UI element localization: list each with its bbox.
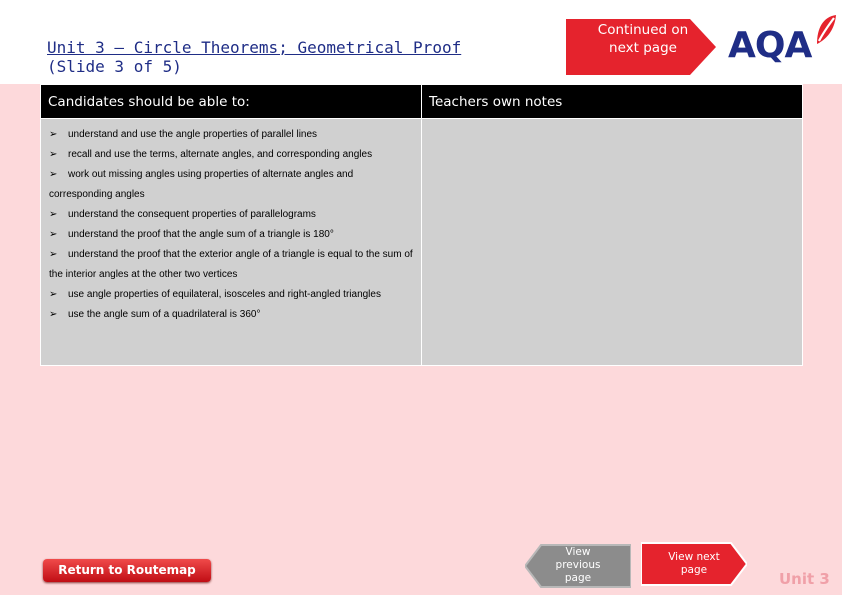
objective-text: recall and use the terms, alternate angles, and corresponding angles — [68, 149, 373, 160]
objective-text: understand the consequent properties of parallelograms — [68, 209, 316, 220]
objective-text: use the angle sum of a quadrilateral is 360° — [68, 309, 261, 320]
objectives-cell — [41, 119, 422, 366]
table-header-row — [41, 85, 803, 119]
col-header-teacher-notes: Teachers own notes — [422, 85, 803, 119]
aqa-leaf-icon — [815, 14, 837, 46]
title-link[interactable]: Unit 3 – Circle Theorems; Geometrical Proof — [47, 38, 462, 57]
view-next-page-button[interactable] — [641, 541, 747, 587]
arrow-bullet-icon: ➢ — [49, 289, 58, 300]
page-title — [47, 38, 461, 76]
arrow-bullet-icon: ➢ — [49, 249, 58, 260]
objectives-list — [49, 125, 413, 325]
slide-counter: (Slide 3 of 5) — [47, 57, 182, 76]
prev-label: View previous page — [555, 546, 601, 584]
list-item — [49, 125, 413, 145]
arrow-bullet-icon: ➢ — [49, 129, 58, 140]
objectives-table — [40, 84, 803, 366]
objective-text: understand the proof that the angle sum of a triangle is 180° — [68, 229, 334, 240]
arrow-bullet-icon: ➢ — [49, 209, 58, 220]
continued-label: Continued on next page — [597, 22, 689, 56]
aqa-logo — [728, 14, 838, 64]
table-row — [41, 119, 803, 366]
list-item — [49, 285, 413, 305]
view-previous-page-button[interactable] — [525, 543, 631, 589]
continued-badge — [566, 17, 716, 77]
arrow-bullet-icon: ➢ — [49, 229, 58, 240]
return-to-routemap-button[interactable]: Return to Routemap — [43, 559, 211, 582]
arrow-bullet-icon: ➢ — [49, 169, 58, 180]
objective-text: understand and use the angle properties of parallel lines — [68, 129, 318, 140]
objective-text: work out missing angles using properties of alternate angles and corresponding angles — [49, 169, 354, 200]
objective-text: use angle properties of equilateral, isosceles and right-angled triangles — [68, 289, 381, 300]
next-label: View next page — [668, 551, 720, 576]
logo-text: AQA — [728, 25, 812, 66]
list-item — [49, 145, 413, 165]
arrow-bullet-icon: ➢ — [49, 149, 58, 160]
objective-text: understand the proof that the exterior angle of a triangle is equal to the sum of the interior angles at the other two vertices — [49, 249, 413, 280]
arrow-bullet-icon: ➢ — [49, 309, 58, 320]
list-item — [49, 225, 413, 245]
col-header-candidates: Candidates should be able to: — [41, 85, 422, 119]
list-item — [49, 205, 413, 225]
unit-label: Unit 3 — [779, 570, 830, 588]
list-item — [49, 165, 413, 205]
list-item — [49, 305, 413, 325]
list-item — [49, 245, 413, 285]
teacher-notes-cell[interactable] — [422, 119, 803, 366]
